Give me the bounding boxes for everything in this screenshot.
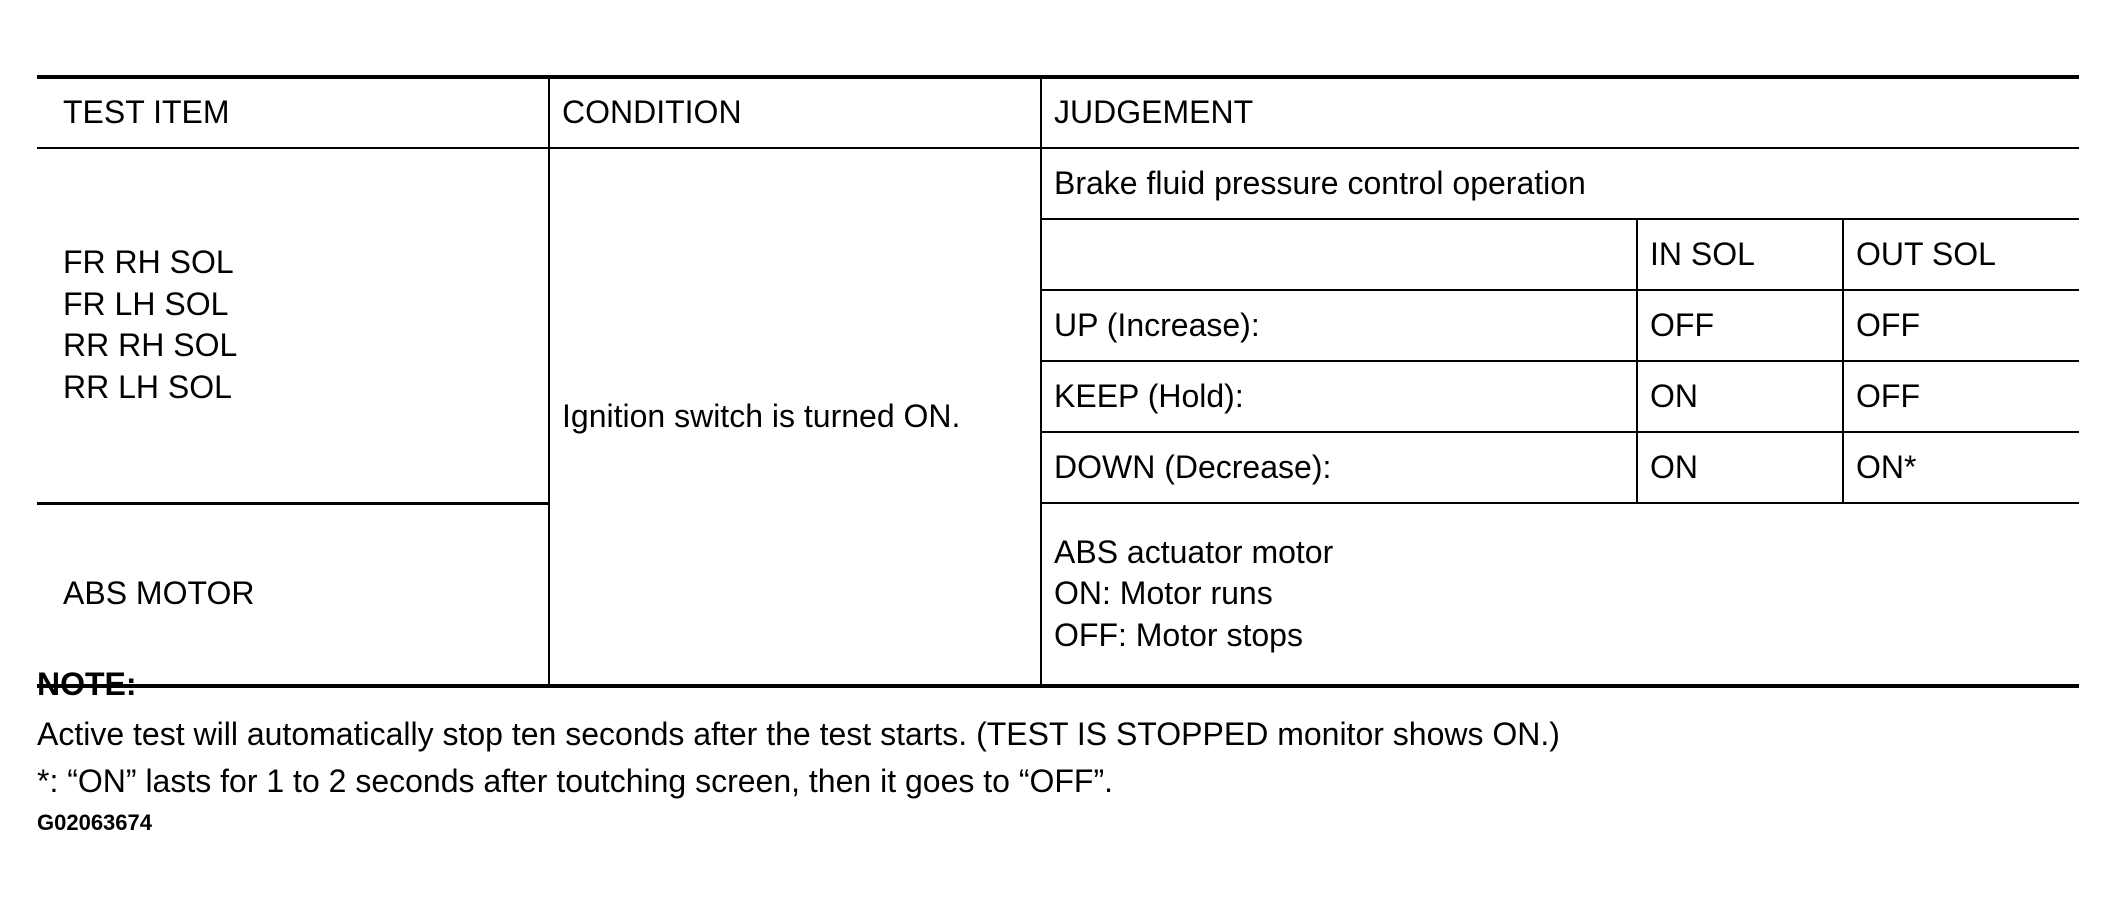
- header-test-item: TEST ITEM: [37, 77, 549, 148]
- out-sol-cell: OFF: [1843, 361, 2079, 432]
- header-condition: CONDITION: [549, 77, 1041, 148]
- out-sol-cell: ON*: [1843, 432, 2079, 503]
- solenoid-item: RR RH SOL: [63, 327, 238, 364]
- subheader-blank: [1041, 219, 1637, 290]
- abs-motor-judgement: [1041, 503, 2079, 686]
- mode-cell: DOWN (Decrease):: [1041, 432, 1637, 503]
- mode-cell: KEEP (Hold):: [1041, 361, 1637, 432]
- note-section: [37, 664, 1560, 809]
- out-sol-cell: OFF: [1843, 290, 2079, 361]
- solenoid-item: RR LH SOL: [63, 368, 232, 405]
- in-sol-cell: ON: [1637, 432, 1843, 503]
- note-title: NOTE:: [37, 666, 137, 702]
- brake-operation-title: Brake fluid pressure control operation: [1041, 148, 2079, 219]
- table-row: [37, 503, 2079, 686]
- figure-code: G02063674: [37, 810, 152, 835]
- header-judgement: JUDGEMENT: [1041, 77, 2079, 148]
- abs-motor-judgement-line: ABS actuator motor: [1054, 533, 1334, 570]
- note-line: *: “ON” lasts for 1 to 2 seconds after toutching screen, then it goes to “OFF”.: [37, 763, 1114, 800]
- table-header-row: [37, 77, 2079, 148]
- in-sol-cell: OFF: [1637, 290, 1843, 361]
- note-line: Active test will automatically stop ten seconds after the test starts. (TEST IS STOPPED monitor shows ON.): [37, 715, 1560, 752]
- mode-cell: UP (Increase):: [1041, 290, 1637, 361]
- condition-cell: Ignition switch is turned ON.: [549, 148, 1041, 686]
- subheader-in-sol: IN SOL: [1637, 219, 1843, 290]
- solenoid-item: FR LH SOL: [63, 285, 229, 322]
- subheader-out-sol: OUT SOL: [1843, 219, 2079, 290]
- solenoid-item: FR RH SOL: [63, 244, 234, 281]
- abs-motor-judgement-line: OFF: Motor stops: [1054, 616, 1303, 653]
- table-row: [37, 148, 2079, 219]
- solenoid-item-cell: [37, 148, 549, 503]
- in-sol-cell: ON: [1637, 361, 1843, 432]
- abs-motor-judgement-line: ON: Motor runs: [1054, 575, 1273, 612]
- abs-motor-item: ABS MOTOR: [37, 503, 549, 686]
- active-test-table: [37, 75, 2079, 688]
